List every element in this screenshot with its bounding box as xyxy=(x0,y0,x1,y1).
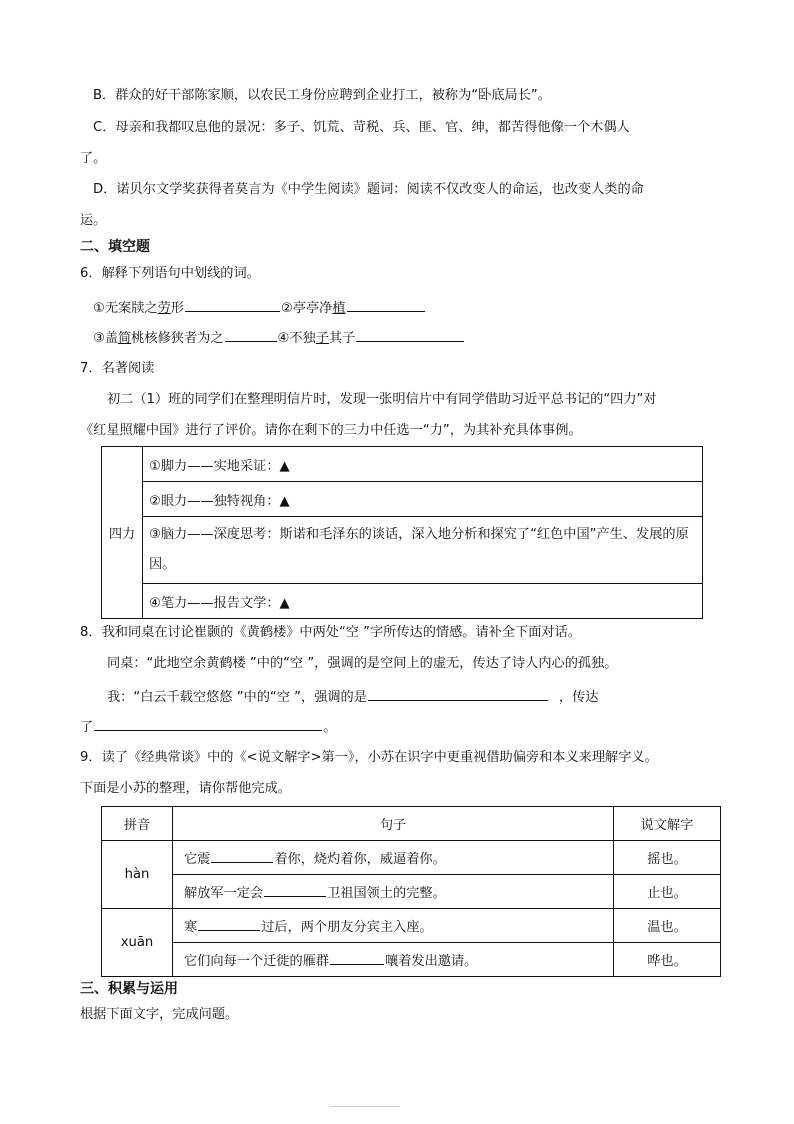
q6-row1 xyxy=(93,297,426,318)
q8-dialogue-deskmate: 同桌：“此地空余黄鹤楼 ”中的“空 ”，强调的是空间上的虚无，传达了诗人内心的孤独。 xyxy=(107,656,618,671)
definition: 温也。 xyxy=(614,909,721,943)
q6-stem: 6．解释下列语句中划线的词。 xyxy=(80,266,260,281)
q6-item4-pre: ④不独 xyxy=(277,331,316,346)
table-row xyxy=(173,909,614,943)
sentence-pre: 它们向每一个迁徙的雁群 xyxy=(184,954,330,969)
table-row xyxy=(173,841,614,875)
q6-item4-post: 其子 xyxy=(328,331,356,346)
four-powers-table xyxy=(101,446,703,619)
section-3-instruction: 根据下面文字，完成问题。 xyxy=(80,1007,239,1022)
header-pinyin: 拼音 xyxy=(102,807,173,841)
sentence-post: 卫祖国领土的完整。 xyxy=(327,886,446,901)
q6-item3-pre: ③盖 xyxy=(93,331,119,346)
option-c-line2: 了。 xyxy=(80,151,107,166)
q8-me-post: ，传达 xyxy=(558,690,599,705)
table-row xyxy=(173,943,614,977)
q9-stem-line1: 9．读了《经典常谈》中的《<说文解字>第一》，小苏在识字中更重视借助偏旁和本义来理解字义。 xyxy=(80,750,658,765)
q8-stem: 8．我和同桌在讨论崔颢的《黄鹤楼》中两处“空 ”字所传达的情感。请补全下面对话。 xyxy=(80,625,581,640)
q9-stem-line2: 下面是小苏的整理，请你帮他完成。 xyxy=(80,781,291,796)
sentence-post: 着你，烧灼着你，威逼着你。 xyxy=(274,852,446,867)
section-3-title: 三、积累与运用 xyxy=(80,981,178,997)
q6-item3-post: 桃核修狭者为之 xyxy=(131,331,224,346)
q6-row2 xyxy=(93,327,465,348)
option-d-line2: 运。 xyxy=(80,213,107,228)
q8-line3-post: 。 xyxy=(323,720,337,735)
definition: 哗也。 xyxy=(614,943,721,977)
q6-item4-word: 子 xyxy=(315,331,329,346)
sentence-pre: 它震 xyxy=(184,852,211,867)
sentence-pre: 寒 xyxy=(184,920,198,935)
q8-dialogue-me-cont xyxy=(80,716,336,737)
q8-me-pre: 我：“白云千载空悠悠 ”中的“空 ”，强调的是 xyxy=(107,690,367,705)
table-row-foot-power[interactable]: ①脚力——实地采证：▲ xyxy=(143,447,703,482)
option-c-line1: C．母亲和我都叹息他的景况：多子、饥荒、苛税、兵、匪、官、绅，都苦得他像一个木偶人 xyxy=(93,120,630,135)
sentence-post: 嚷着发出邀请。 xyxy=(385,954,478,969)
q7-paragraph-line2: 《红星照耀中国》进行了评价。请你在剩下的三力中任选一“力”，为其补充具体事例。 xyxy=(80,423,582,438)
definition: 止也。 xyxy=(614,875,721,909)
table-row-brain-power: ③脑力——深度思考：斯诺和毛泽东的谈话，深入地分析和探究了“红色中国”产生、发展的原因。 xyxy=(143,517,703,584)
q6-item4-blank[interactable] xyxy=(356,327,464,342)
q6-item1-blank[interactable] xyxy=(185,297,280,312)
sentence-blank[interactable] xyxy=(198,916,260,931)
shuowen-table xyxy=(101,806,721,977)
q6-item3-word: 简 xyxy=(118,331,132,346)
q8-line3-pre: 了 xyxy=(80,720,94,735)
sentence-blank[interactable] xyxy=(330,950,384,965)
table-row-pen-power[interactable]: ④笔力——报告文学：▲ xyxy=(143,584,703,619)
q8-blank-emotion[interactable] xyxy=(94,716,322,731)
q6-item1-pre: ①无案牍之 xyxy=(93,301,158,316)
sentence-blank[interactable] xyxy=(211,848,273,863)
pinyin-xuan: xuān xyxy=(102,909,173,977)
sentence-post: 过后，两个朋友分宾主入座。 xyxy=(261,920,433,935)
page-footer-rule xyxy=(330,1106,400,1111)
q6-item3-blank[interactable] xyxy=(225,327,277,342)
four-powers-label: 四力 xyxy=(102,447,143,619)
option-d-line1: D．诺贝尔文学奖获得者莫言为《中学生阅读》题词：阅读不仅改变人的命运，也改变人类的命 xyxy=(93,182,644,197)
table-row xyxy=(173,875,614,909)
q6-item1-word: 劳 xyxy=(157,301,171,316)
header-shuowen: 说文解字 xyxy=(614,807,721,841)
q6-item2-pre: ②亭亭净 xyxy=(280,301,333,316)
q7-stem: 7．名著阅读 xyxy=(80,361,155,376)
q6-item1-post: 形 xyxy=(170,301,184,316)
q8-blank-emphasis[interactable] xyxy=(368,686,548,701)
sentence-pre: 解放军一定会 xyxy=(184,886,264,901)
q7-paragraph-line1: 初二（1）班的同学们在整理明信片时，发现一张明信片中有同学借助习近平总书记的“四力”对 xyxy=(107,392,657,407)
definition: 摇也。 xyxy=(614,841,721,875)
header-sentence: 句子 xyxy=(173,807,614,841)
pinyin-han: hàn xyxy=(102,841,173,909)
option-b: B．群众的好干部陈家顺，以农民工身份应聘到企业打工，被称为“卧底局长”。 xyxy=(93,88,551,103)
sentence-blank[interactable] xyxy=(264,882,326,897)
q6-item2-blank[interactable] xyxy=(347,297,425,312)
q8-dialogue-me xyxy=(107,686,598,707)
section-2-title: 二、填空题 xyxy=(80,239,150,255)
table-row-eye-power[interactable]: ②眼力——独特视角：▲ xyxy=(143,482,703,517)
q6-item2-word: 植 xyxy=(332,301,346,316)
